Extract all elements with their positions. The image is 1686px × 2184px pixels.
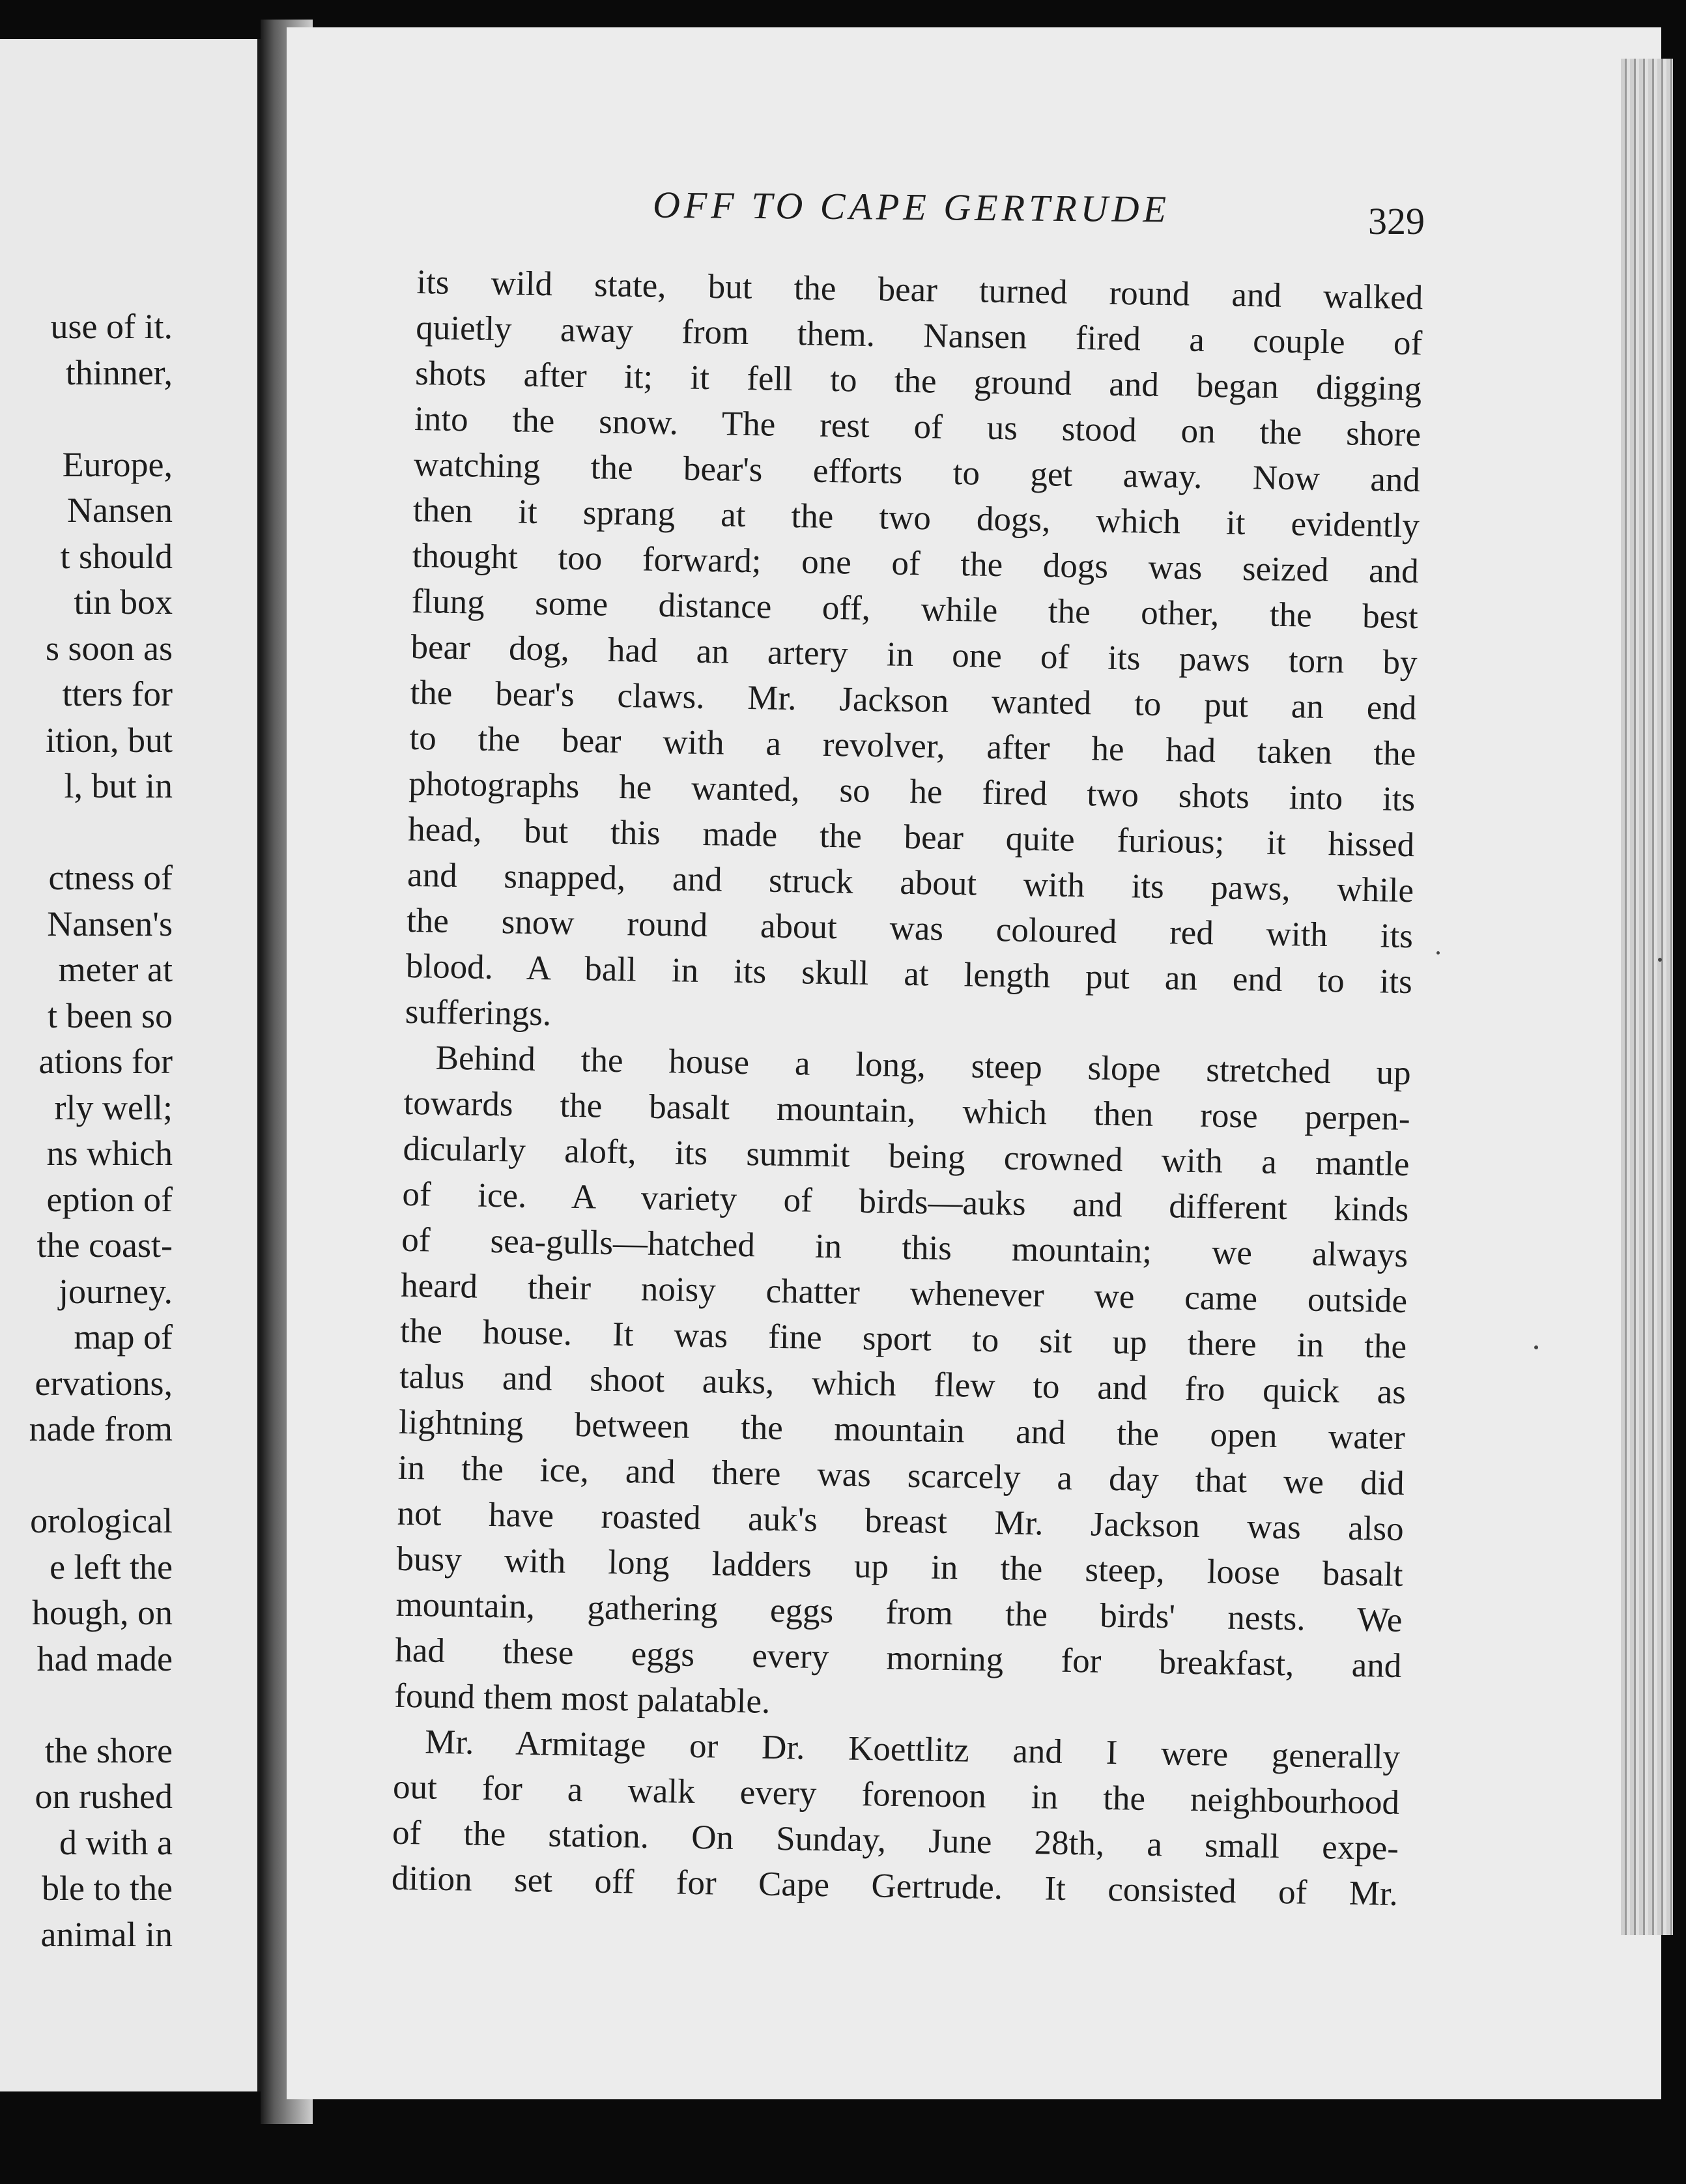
text-line: found them most palatable. [393,1676,771,1721]
left-page-line: journey. [59,1271,173,1311]
dust-speck [1534,1345,1538,1349]
text-line: blood. A ball in its skull at length put an end to its [405,947,1413,1001]
left-page-line: Europe, [62,444,173,484]
left-page-line: ns which [46,1134,173,1173]
text-line: Mr. Armitage or Dr. Koettlitz and I were generally [424,1723,1401,1776]
dust-speck [1658,958,1662,962]
left-page-line: the coast- [36,1226,173,1265]
text-line: the house. It was fine sport to sit up there in the [399,1312,1407,1366]
text-line: talus and shoot auks, which flew to and fro quick as [399,1357,1407,1412]
text-line: shots after it; it fell to the ground and began digging [414,354,1422,409]
text-line: to the bear with a revolver, after he had taken the [409,719,1416,773]
running-head: OFF TO CAPE GERTRUDE [652,183,1171,231]
text-line: towards the basalt mountain, which then rose perpen- [403,1084,1410,1138]
text-line: its wild state, but the bear turned round and walked [416,263,1423,317]
left-page-line: orological [30,1501,173,1540]
left-page-line: l, but in [64,766,173,805]
left-page-line: ations for [38,1042,173,1081]
text-line: sufferings. [405,992,552,1033]
left-page-line: had made [36,1639,173,1678]
text-line: watching the bear's efforts to get away. Now and [413,445,1421,500]
text-line: thought too forward; one of the dogs was seized and [412,536,1420,591]
left-page-line: d with a [59,1822,173,1862]
text-line: flung some distance off, while the other, the best [411,582,1419,637]
left-page-line: rly well; [54,1087,173,1127]
left-page-line: map of [74,1317,173,1357]
text-line: into the snow. The rest of us stood on the shore [414,399,1422,454]
left-page-line: ervations, [35,1363,173,1403]
text-line: out for a walk every forenoon in the neighbourhood [392,1768,1400,1822]
text-line: Behind the house a long, steep slope stretched up [435,1039,1412,1093]
left-page-line: s soon as [45,628,173,668]
text-line: bear dog, had an artery in one of its paws torn by [410,627,1418,682]
left-page-line: ctness of [48,858,173,897]
text-line: busy with long ladders up in the steep, loose basalt [396,1540,1403,1594]
text-line: the snow round about was coloured red with its [406,901,1414,956]
left-page-line: thinner, [65,352,173,392]
left-page-line: on rushed [35,1777,173,1816]
text-line: lightning between the mountain and the open water [398,1403,1406,1458]
left-page-line: meter at [58,950,173,989]
text-line: had these eggs every morning for breakfast, and [395,1631,1402,1686]
text-line: not have roasted auk's breast Mr. Jackson was also [397,1494,1405,1549]
text-line: quietly away from them. Nansen fired a couple of [415,308,1423,363]
left-page-line: Nansen's [47,904,173,943]
left-page [0,39,264,2091]
text-line: of ice. A variety of birds—auks and different kinds [402,1175,1409,1229]
left-page-line: t been so [48,996,173,1035]
left-page-line: e left the [50,1547,173,1587]
text-line: of the station. On Sunday, June 28th, a small expe- [392,1813,1399,1867]
text-line: photographs he wanted, so he fired two shots into its [408,764,1416,819]
text-line: dition set off for Cape Gertrude. It consisted of Mr. [391,1859,1399,1913]
text-line: then it sprang at the two dogs, which it evidently [412,491,1420,545]
text-line: mountain, gathering eggs from the birds' nests. We [395,1585,1403,1640]
text-line: the bear's claws. Mr. Jackson wanted to put an end [410,673,1417,728]
left-page-line: Nansen [67,491,173,530]
left-page-line: nade from [29,1409,173,1448]
left-page-line: tin box [74,582,173,622]
text-line: in the ice, and there was scarcely a day that we did [397,1448,1405,1503]
page-number: 329 [1368,200,1425,242]
left-page-line: the shore [44,1731,173,1770]
text-line: head, but this made the bear quite furious; it hissed [407,810,1415,865]
left-page-line: ition, but [45,720,173,760]
left-page-line: use of it. [50,307,173,346]
left-page-line: t should [60,536,173,576]
text-line: and snapped, and struck about with its paws, while [407,855,1414,910]
text-line: of sea-gulls—hatched in this mountain; we always [401,1220,1408,1275]
dust-speck [1436,951,1440,955]
left-page-line: tters for [62,674,173,713]
left-page-line: hough, on [32,1593,173,1632]
text-line: dicularly aloft, its summit being crowned with a mantle [403,1129,1410,1184]
page-edges [1621,59,1673,1935]
text-line: heard their noisy chatter whenever we came outside [400,1266,1408,1321]
left-page-line: animal in [40,1914,173,1954]
left-page-line: ble to the [42,1869,173,1908]
left-page-line: eption of [46,1179,173,1219]
